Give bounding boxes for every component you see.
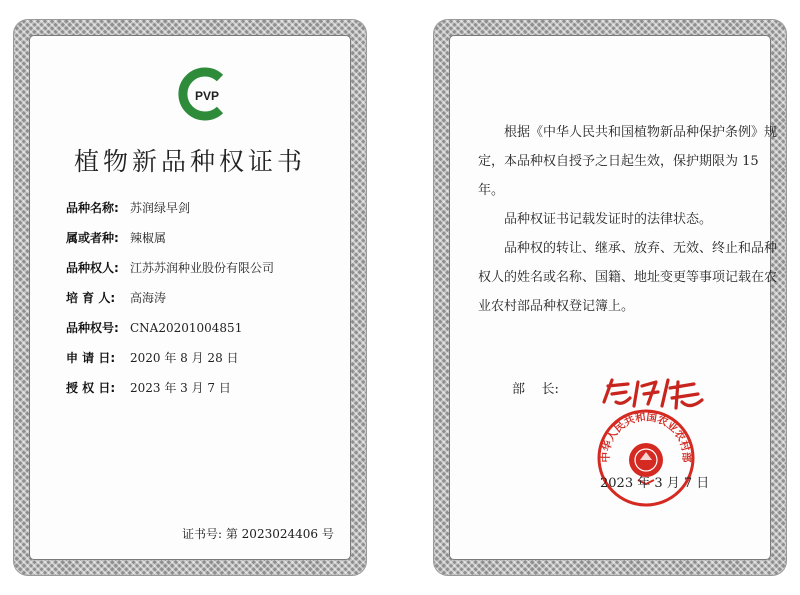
field-value: 辣椒属 <box>130 231 167 245</box>
minister-label: 部 长: <box>512 382 559 397</box>
field-right-number <box>66 320 242 336</box>
field-label: 品种权号: <box>66 321 119 335</box>
field-holder <box>66 260 274 276</box>
field-variety-name <box>66 200 190 216</box>
minister-signature <box>598 372 708 412</box>
certificate-left-page <box>14 20 366 575</box>
field-value: 苏润绿早剑 <box>130 201 191 215</box>
certificate-inner-panel <box>450 36 778 559</box>
certificate-number: 证书号: 第 2023024406 号 <box>182 527 334 541</box>
pvp-logo-text: PVP <box>194 89 220 103</box>
field-value: 2020 年 8 月 28 日 <box>130 351 239 365</box>
field-breeder <box>66 290 166 306</box>
certificate-right-page <box>434 20 786 575</box>
field-label: 申 请 日: <box>66 351 116 365</box>
pvp-logo <box>176 66 232 122</box>
legal-paragraph-1: 根据《中华人民共和国植物新品种保护条例》规定，本品种权自授予之日起生效，保护期限为 15 年。 <box>478 125 778 198</box>
field-label: 属或者种: <box>66 231 119 245</box>
field-application-date <box>66 350 239 366</box>
field-grant-date <box>66 380 231 396</box>
field-label: 品种权人: <box>66 261 119 275</box>
legal-paragraph-2: 品种权证书记载发证时的法律状态。 <box>504 212 713 227</box>
field-value: 2023 年 3 月 7 日 <box>130 381 231 395</box>
field-value: 高海涛 <box>130 291 167 305</box>
field-label: 培 育 人: <box>66 291 116 305</box>
issue-date: 2023 年 3 月 7 日 <box>600 476 710 491</box>
field-value: 江苏苏润种业股份有限公司 <box>130 261 275 275</box>
certificate-title: 植物新品种权证书 <box>73 147 306 176</box>
field-genus <box>66 230 166 246</box>
official-seal <box>596 408 696 508</box>
certificate-inner-panel <box>30 36 350 559</box>
field-label: 品种名称: <box>66 201 119 215</box>
field-value: CNA20201004851 <box>130 321 243 335</box>
field-label: 授 权 日: <box>66 381 116 395</box>
seal-text: 中华人民共和国农业农村部 <box>599 411 693 463</box>
legal-paragraph-3: 品种权的转让、继承、放弃、无效、终止和品种权人的姓名或名称、国籍、地址变更等事项记载在农业农村部品种权登记簿上。 <box>478 241 778 314</box>
